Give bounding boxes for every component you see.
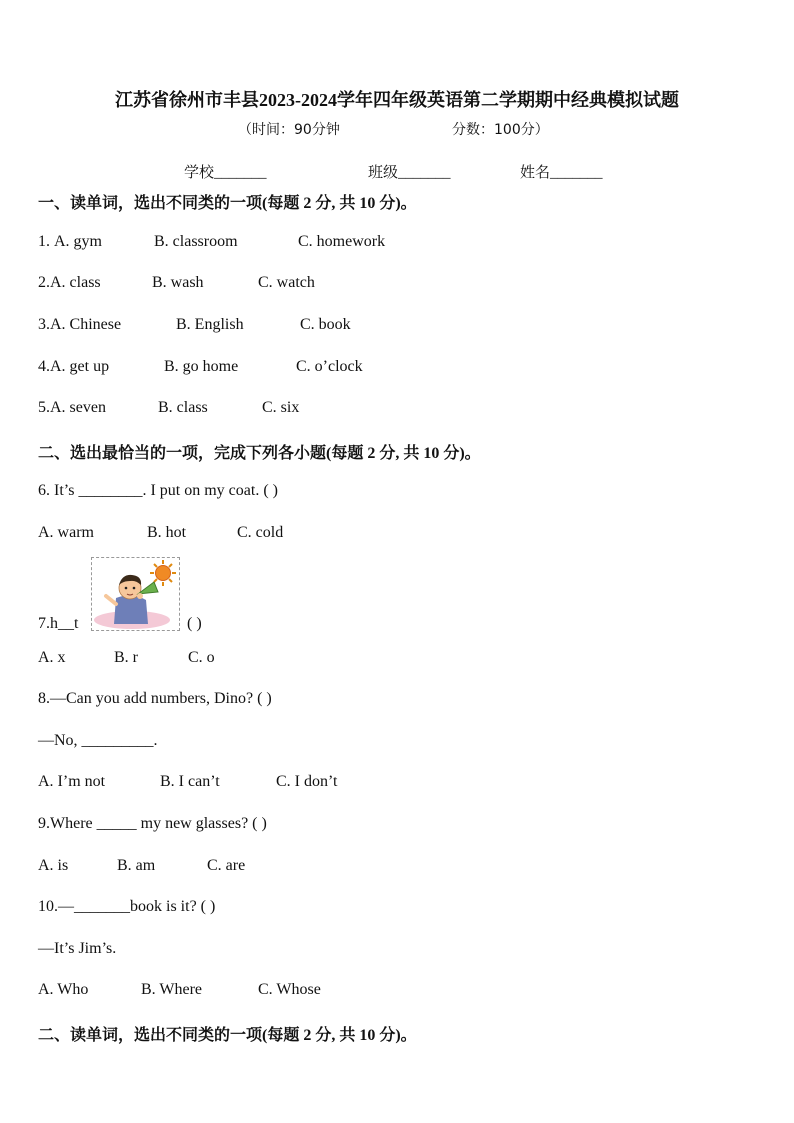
question-number: 5. bbox=[38, 399, 50, 416]
question-number: 3. bbox=[38, 316, 50, 333]
option-a: A. I’m not bbox=[38, 773, 106, 790]
question-9-options bbox=[38, 857, 245, 875]
option-a: A. Who bbox=[38, 981, 89, 998]
question-10-options bbox=[38, 981, 321, 999]
option-b: B. go home bbox=[164, 358, 239, 375]
option-c: C. book bbox=[300, 316, 351, 333]
option-c: C. Whose bbox=[258, 981, 321, 998]
question-10-reply: —It’s Jim’s. bbox=[38, 940, 117, 957]
option-b: B. hot bbox=[147, 524, 187, 541]
exam-time: （时间：90分钟 bbox=[238, 122, 340, 138]
option-a: A. is bbox=[38, 857, 69, 874]
option-a: A. Chinese bbox=[50, 316, 122, 333]
option-c: C. are bbox=[207, 857, 246, 874]
option-a: A. seven bbox=[50, 399, 106, 416]
question-1 bbox=[38, 233, 385, 251]
question-9-stem: 9.Where _____ my new glasses? ( ) bbox=[38, 815, 267, 832]
option-a: A. class bbox=[50, 274, 101, 291]
question-number: 2. bbox=[38, 274, 50, 291]
option-a: A. x bbox=[38, 649, 66, 666]
option-b: B. classroom bbox=[154, 233, 238, 250]
section-heading: 二、选出最恰当的一项，完成下列各小题(每题 2 分, 共 10 分)。 bbox=[38, 445, 481, 462]
option-a: A. get up bbox=[50, 358, 110, 375]
option-a: A. gym bbox=[54, 233, 102, 250]
option-a: A. warm bbox=[38, 524, 94, 541]
option-b: B. r bbox=[114, 649, 138, 666]
option-b: B. wash bbox=[152, 274, 204, 291]
question-7-stem: 7.h__t bbox=[38, 615, 79, 632]
page-title: 江苏省徐州市丰县2023-2024学年四年级英语第二学期期中经典模拟试题 bbox=[115, 90, 679, 110]
exam-score: 分数：100分） bbox=[452, 122, 549, 138]
option-b: B. I can’t bbox=[160, 773, 220, 790]
question-8-options bbox=[38, 773, 337, 791]
section-heading: 一、读单词，选出不同类的一项(每题 2 分, 共 10 分)。 bbox=[38, 195, 417, 212]
option-b: B. am bbox=[117, 857, 156, 874]
question-7-options bbox=[38, 649, 215, 667]
question-4 bbox=[38, 358, 363, 376]
question-number: 1. bbox=[38, 233, 54, 250]
question-6-options bbox=[38, 524, 283, 542]
question-8-stem: 8.—Can you add numbers, Dino? ( ) bbox=[38, 690, 272, 707]
question-3 bbox=[38, 316, 351, 334]
question-2 bbox=[38, 274, 315, 292]
section-heading: 二、读单词，选出不同类的一项(每题 2 分, 共 10 分)。 bbox=[38, 1027, 417, 1044]
school-field: 学校_______ bbox=[184, 165, 267, 181]
question-10-stem: 10.—_______book is it? ( ) bbox=[38, 898, 216, 915]
class-field: 班级_______ bbox=[368, 165, 451, 181]
option-c: C. homework bbox=[298, 233, 386, 250]
option-b: B. Where bbox=[141, 981, 203, 998]
option-c: C. I don’t bbox=[276, 773, 338, 790]
question-6-stem: 6. It’s ________. I put on my coat. ( ) bbox=[38, 482, 278, 499]
option-c: C. watch bbox=[258, 274, 315, 291]
question-number: 4. bbox=[38, 358, 50, 375]
question-8-reply: —No, _________. bbox=[38, 732, 158, 749]
option-c: C. cold bbox=[237, 524, 284, 541]
hot-day-boy-with-fan-icon bbox=[91, 557, 180, 631]
option-b: B. English bbox=[176, 316, 244, 333]
option-b: B. class bbox=[158, 399, 208, 416]
option-c: C. o’clock bbox=[296, 358, 363, 375]
option-c: C. six bbox=[262, 399, 300, 416]
name-field: 姓名_______ bbox=[520, 165, 603, 181]
question-5 bbox=[38, 399, 299, 417]
answer-paren: ( ) bbox=[187, 615, 202, 632]
option-c: C. o bbox=[188, 649, 215, 666]
